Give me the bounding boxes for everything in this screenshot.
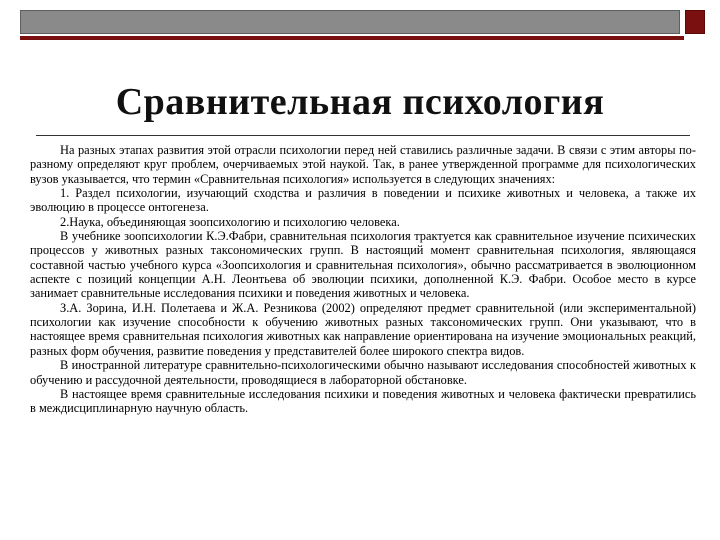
slide-body bbox=[30, 143, 696, 416]
body-paragraph: 1. Раздел психологии, изучающий сходства и различия в поведении и психике животных и человека, а также их эволюцию в процессе онтогенеза. bbox=[30, 186, 696, 215]
body-paragraph: В настоящее время сравнительные исследования психики и поведения животных и человека фактически превратились в междисциплинарную научную область. bbox=[30, 386, 696, 416]
body-paragraph: В иностранной литературе сравнительно-психологическими обычно называют исследования способностей животных к обучению и рассудочной деятельности, проводящиеся в лабораторной обстановке. bbox=[30, 358, 696, 387]
body-paragraph: 2.Наука, объединяющая зоопсихологию и психологию человека. bbox=[60, 214, 400, 229]
title-divider bbox=[36, 135, 690, 136]
slide-title: Сравнительная психология bbox=[115, 81, 605, 123]
body-paragraph: З.А. Зорина, И.Н. Полетаева и Ж.А. Резникова (2002) определяют предмет сравнительной (или экспериментальной) психологии как изучение способности к обучению животных разных таксономических групп. Они указывают, что в настоящее время сравнительная психология животных как направление ориентирована на изучение эмоциональных реакций, разных форм обучения, развитие поведения у представителей более широкого спектра видов. bbox=[30, 300, 696, 358]
header-gray-bar bbox=[20, 10, 680, 34]
body-paragraph: На разных этапах развития этой отрасли психологии перед ней ставились различные задачи. В связи с этим авторы по-разному определяют круг проблем, очерчиваемых этой наукой. Так, в ранее утвержденной программе для психологических вузов указывается, что термин «Сравнительная психология» используется в следующих значениях: bbox=[30, 143, 696, 186]
header-red-square bbox=[685, 10, 705, 34]
body-paragraph: В учебнике зоопсихологии К.Э.Фабри, сравнительная психология трактуется как сравнительное изучение психических процессов у животных разных таксономических групп. В настоящий момент сравнительная психология, являющаяся составной частью учебного курса «Зоопсихология и сравнительная психология», обычно рассматривается в эволюционном аспекте с позиций концепции А.Н. Леонтьева об эволюции психики, дополненной К.Э. Фабри. Особое место в курсе занимает сравнительные исследования психики и поведения животных и человека. bbox=[30, 229, 696, 301]
header-red-line bbox=[20, 36, 684, 40]
